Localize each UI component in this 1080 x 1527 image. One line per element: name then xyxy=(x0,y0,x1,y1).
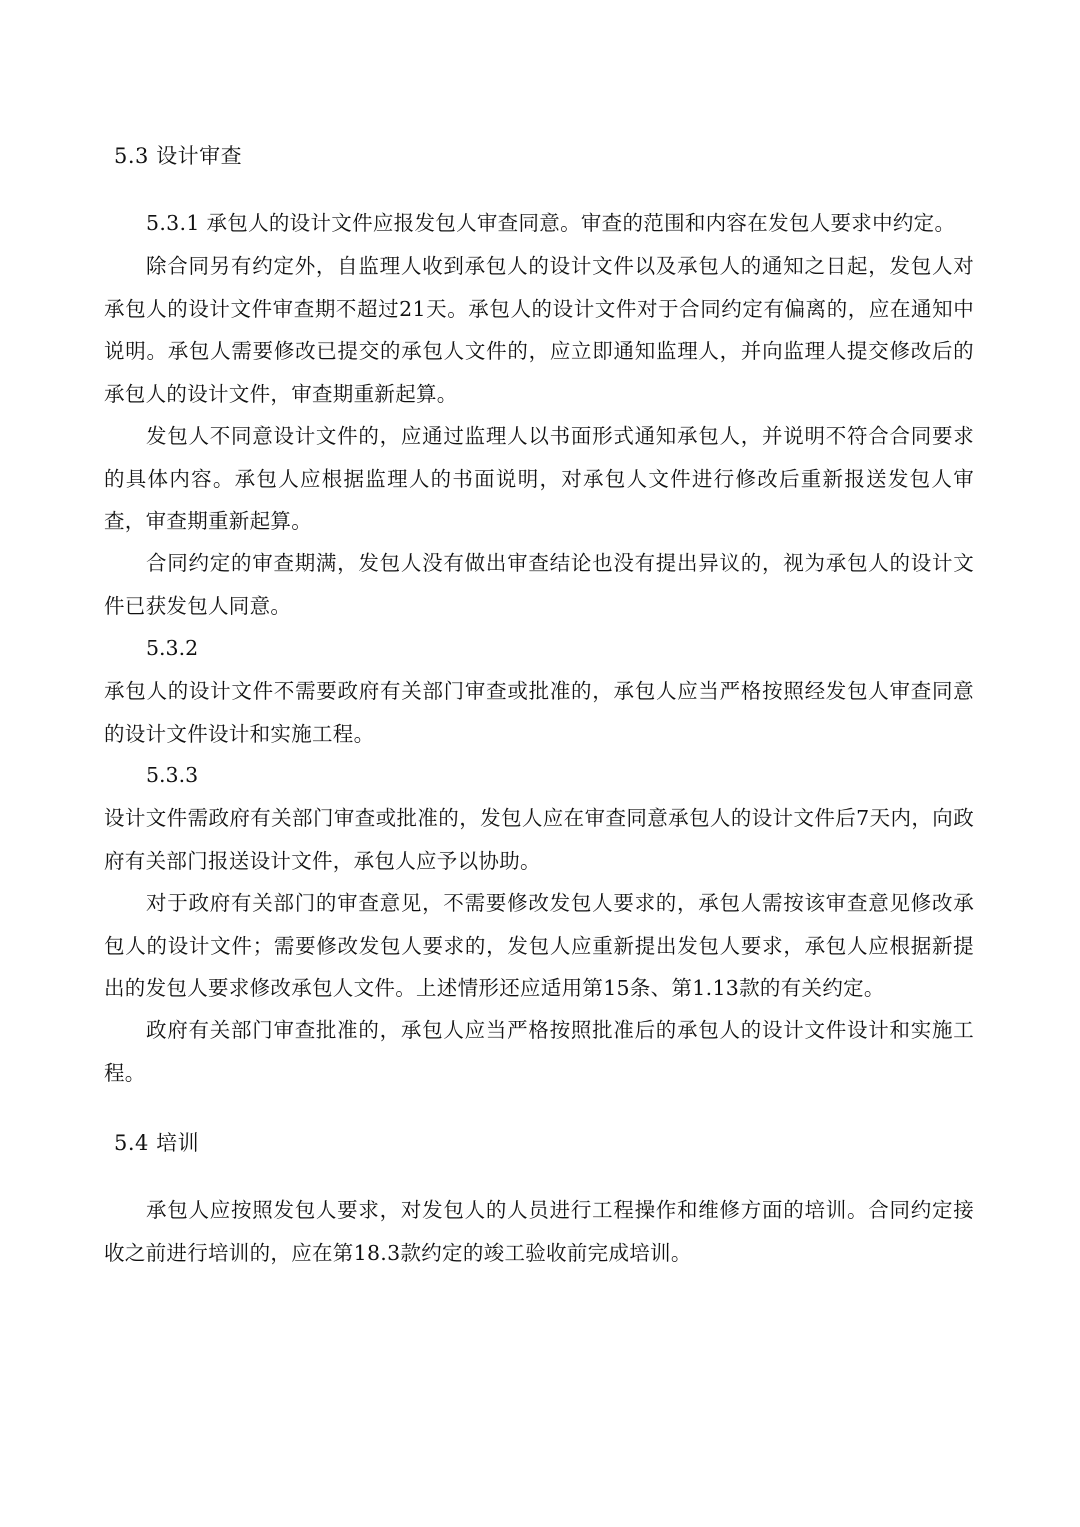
paragraph-review-period: 除合同另有约定外，自监理人收到承包人的设计文件以及承包人的通知之日起，发包人对承包人的设计文件审查期不超过21天。承包人的设计文件对于合同约定有偏离的，应在通知中说明。承包人需要修改已提交的承包人文件的，应立即通知监理人，并向监理人提交修改后的承包人的设计文件，审查期重新起算。 xyxy=(104,254,974,406)
paragraph-5-3-1: 5.3.1 承包人的设计文件应报发包人审查同意。审查的范围和内容在发包人要求中约定。 xyxy=(146,211,956,235)
paragraph-training: 承包人应按照发包人要求，对发包人的人员进行工程操作和维修方面的培训。合同约定接收之前进行培训的，应在第18.3款约定的竣工验收前完成培训。 xyxy=(104,1198,974,1265)
section-heading-5-4: 5.4 培训 xyxy=(114,1131,200,1155)
paragraph-government-opinion: 对于政府有关部门的审查意见，不需要修改发包人要求的，承包人需按该审查意见修改承包人的设计文件；需要修改发包人要求的，发包人应重新提出发包人要求，承包人应根据新提出的发包人要求修改承包人文件。上述情形还应适用第15条、第1.13款的有关约定。 xyxy=(104,891,974,1000)
paragraph-disagreement: 发包人不同意设计文件的，应通过监理人以书面形式通知承包人，并说明不符合合同要求的具体内容。承包人应根据监理人的书面说明，对承包人文件进行修改后重新报送发包人审查，审查期重新起算。 xyxy=(104,424,974,533)
clause-number-5-3-3: 5.3.3 xyxy=(146,763,199,787)
paragraph-government-approval: 政府有关部门审查批准的，承包人应当严格按照批准后的承包人的设计文件设计和实施工程。 xyxy=(104,1018,974,1085)
clause-number-5-3-2: 5.3.2 xyxy=(146,636,199,660)
paragraph-5-3-2: 承包人的设计文件不需要政府有关部门审查或批准的，承包人应当严格按照经发包人审查同意的设计文件设计和实施工程。 xyxy=(104,679,974,746)
paragraph-deemed-approval: 合同约定的审查期满，发包人没有做出审查结论也没有提出异议的，视为承包人的设计文件已获发包人同意。 xyxy=(104,551,974,618)
paragraph-5-3-3: 设计文件需政府有关部门审查或批准的，发包人应在审查同意承包人的设计文件后7天内，向政府有关部门报送设计文件，承包人应予以协助。 xyxy=(104,806,974,873)
section-heading-5-3: 5.3 设计审查 xyxy=(114,144,243,168)
